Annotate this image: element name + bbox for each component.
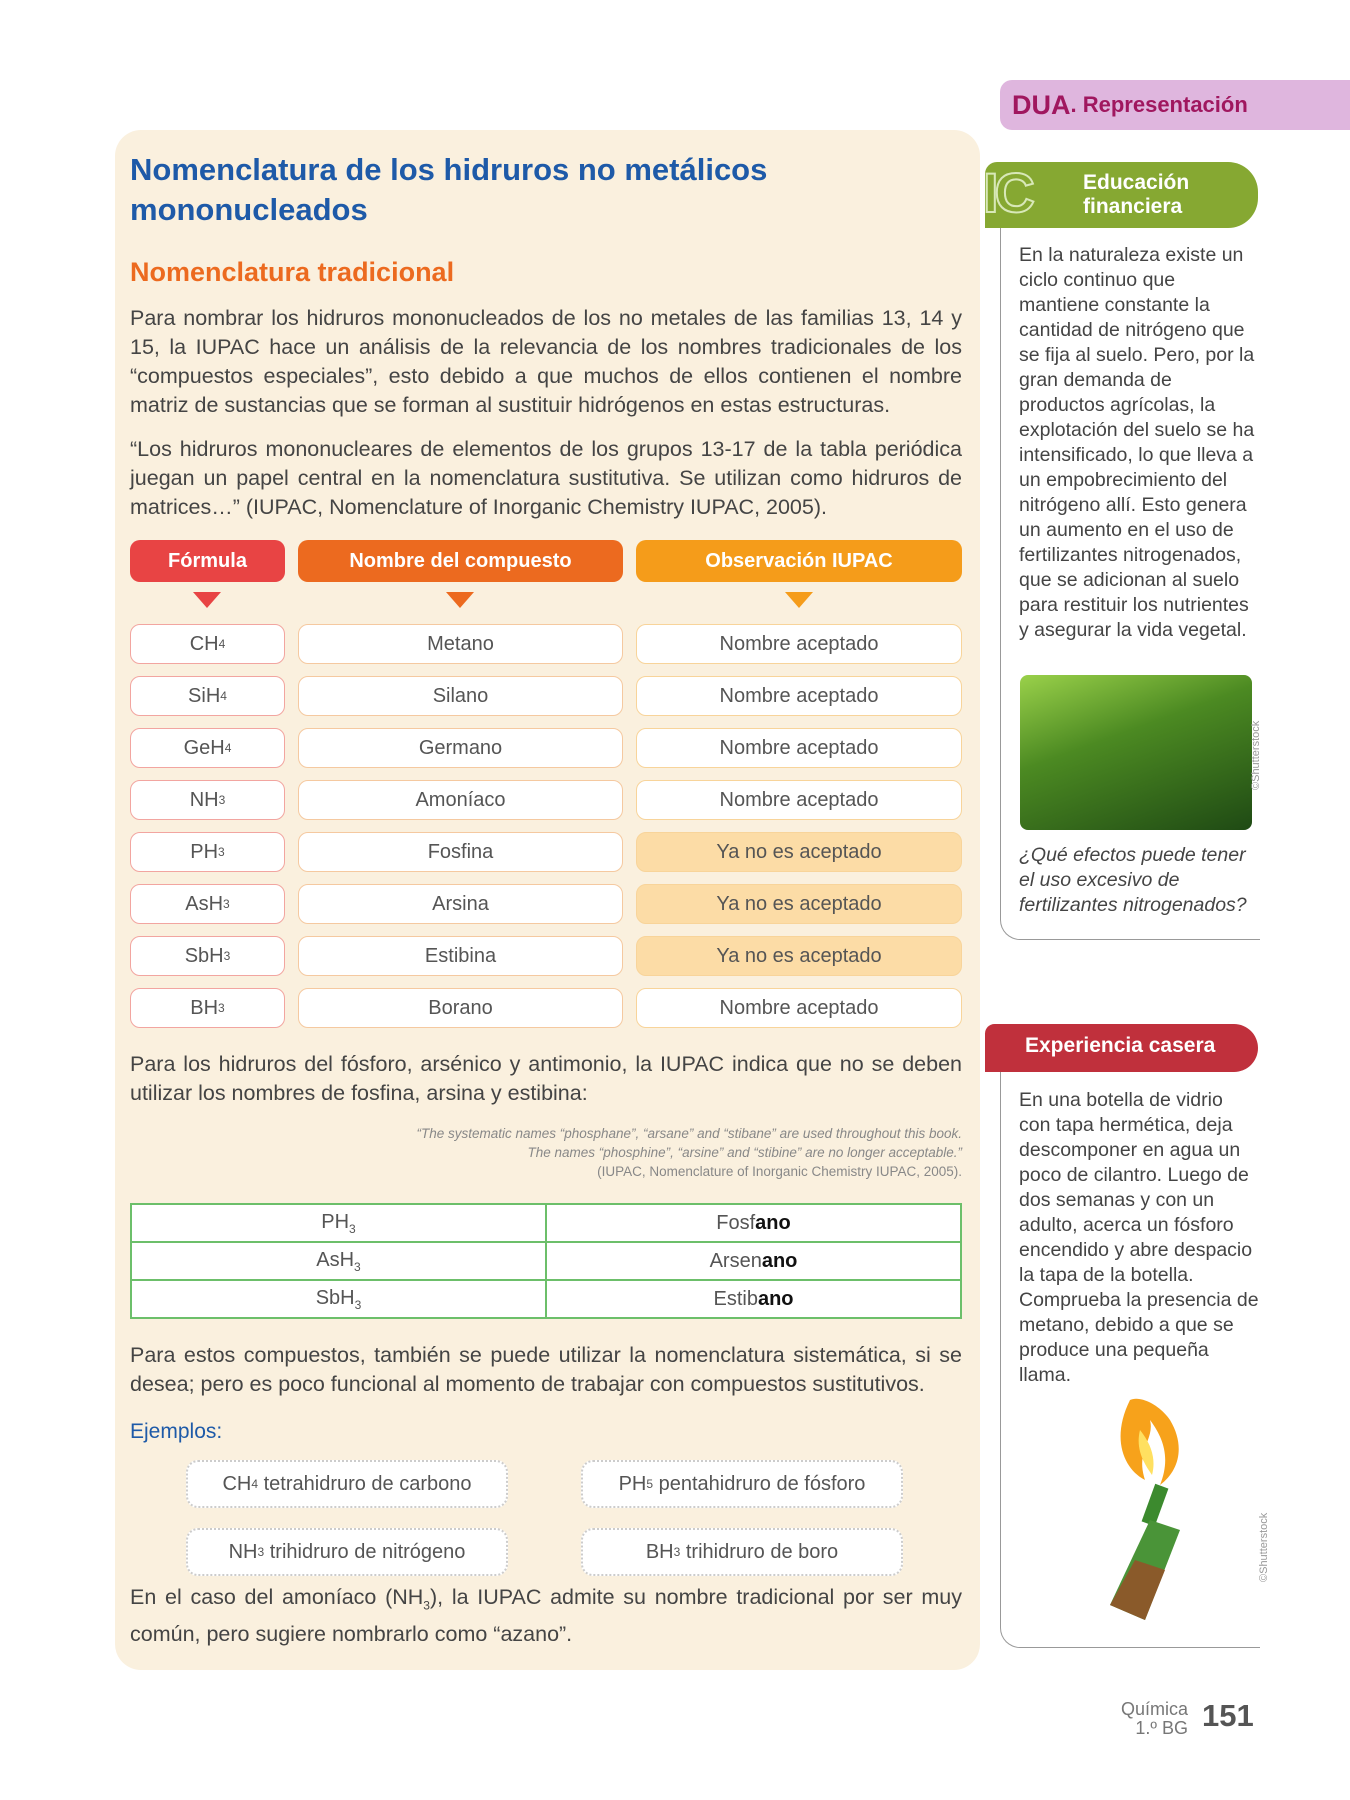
subscript: 3 — [223, 897, 230, 911]
citation-line: “The systematic names “phosphane”, “arsane” and “stibane” are used throughout this book. — [416, 1126, 962, 1141]
observation-cell: Nombre aceptado — [636, 988, 962, 1028]
example-item — [581, 1460, 903, 1508]
formula-cell — [130, 988, 285, 1028]
subscript: 3 — [218, 793, 226, 807]
ic-logo-icon: IC — [983, 161, 1031, 224]
subscript: 4 — [224, 741, 232, 755]
name-cell: Estibina — [298, 936, 623, 976]
ammonia-paragraph — [130, 1583, 962, 1649]
formula: CH — [222, 1472, 252, 1495]
citation — [400, 1124, 962, 1181]
iupac-quote-paragraph: “Los hidruros mononucleares de elementos de los grupos 13-17 de la tabla periódica juegan un papel central en la nomenclatura sustitutiva. Se utilizan como hidruros de matrices…” (IUPAC, Nomenclature of Inorganic Chemistry IUPAC, 2005). — [130, 437, 962, 519]
page-title: Nomenclatura de los hidruros no metálicos mononucleados — [130, 152, 768, 227]
arrow-down-icon — [193, 592, 221, 608]
observation-cell: Nombre aceptado — [636, 780, 962, 820]
arrow-down-icon — [785, 592, 813, 608]
formula: NH — [189, 788, 219, 811]
formula: AsH — [185, 892, 224, 915]
name-cell: Metano — [298, 624, 623, 664]
subscript: 5 — [646, 1477, 654, 1491]
formula: AsH — [316, 1248, 355, 1271]
observation-cell: Ya no es aceptado — [636, 832, 962, 872]
page-number: 151 — [1202, 1698, 1254, 1733]
example-item — [186, 1528, 508, 1576]
header-name: Nombre del compuesto — [298, 540, 623, 582]
example-name: pentahidruro de fósforo — [653, 1472, 866, 1495]
name-suffix: ano — [757, 1287, 794, 1310]
text: ), la IUPAC admite su nombre tradicional por ser muy común, pero sugiere nombrarlo como “azano”. — [130, 1585, 962, 1647]
formula: BH — [645, 1540, 674, 1563]
example-item — [581, 1528, 903, 1576]
edu-question: ¿Qué efectos puede tener el uso excesivo de fertilizantes nitrogenados? — [1019, 844, 1247, 916]
formula-cell — [130, 936, 285, 976]
exp-header: Experiencia casera — [985, 1024, 1258, 1072]
formula-cell — [130, 728, 285, 768]
name-cell: Amoníaco — [298, 780, 623, 820]
formula: SbH — [184, 944, 224, 967]
edu-title: financiera — [1083, 195, 1183, 218]
observation-cell: Ya no es aceptado — [636, 936, 962, 976]
subscript: 3 — [354, 1297, 362, 1312]
formula: PH — [618, 1472, 647, 1495]
subscript: 4 — [220, 689, 227, 703]
formula-cell — [130, 676, 285, 716]
table-row — [131, 1280, 961, 1318]
observation-cell: Nombre aceptado — [636, 728, 962, 768]
section-title: Nomenclatura tradicional — [130, 257, 455, 287]
subscript: 4 — [218, 637, 226, 651]
subscript: 3 — [223, 949, 231, 963]
name-cell: Fosfina — [298, 832, 623, 872]
name-root: Estib — [713, 1287, 758, 1310]
formula-cell — [130, 624, 285, 664]
examples-label: Ejemplos: — [130, 1420, 223, 1443]
field-photo — [1020, 675, 1252, 830]
formula-cell — [131, 1280, 546, 1318]
formula: SiH — [188, 684, 221, 707]
example-name: trihidruro de nitrógeno — [264, 1540, 466, 1563]
name-cell: Borano — [298, 988, 623, 1028]
name-suffix: ano — [761, 1249, 798, 1272]
formula: PH — [321, 1210, 350, 1233]
header-formula: Fórmula — [130, 540, 285, 582]
subscript: 3 — [423, 1598, 430, 1613]
subscript: 3 — [354, 1259, 361, 1274]
table-row — [131, 1242, 961, 1280]
dua-label: DUA — [1012, 89, 1071, 120]
formula: CH — [189, 632, 219, 655]
header-observation: Observación IUPAC — [636, 540, 962, 582]
name-cell — [546, 1280, 961, 1318]
subscript: 3 — [349, 1221, 356, 1236]
citation-source: (IUPAC, Nomenclature of Inorganic Chemistry IUPAC, 2005). — [597, 1164, 962, 1179]
bottle-flame-icon — [1090, 1390, 1220, 1620]
systematic-names-table — [130, 1203, 962, 1319]
formula: GeH — [183, 736, 225, 759]
name-cell: Silano — [298, 676, 623, 716]
observation-cell: Nombre aceptado — [636, 676, 962, 716]
subscript: 4 — [251, 1477, 259, 1491]
observation-cell: Nombre aceptado — [636, 624, 962, 664]
name-cell — [546, 1242, 961, 1280]
phosphorus-paragraph: Para los hidruros del fósforo, arsénico y antimonio, la IUPAC indica que no se deben utilizar los nombres de fosfina, arsina y estibina: — [130, 1052, 962, 1105]
dua-subtitle: . Representación — [1070, 92, 1248, 117]
example-item — [186, 1460, 508, 1508]
subscript: 3 — [218, 1001, 225, 1015]
observation-cell: Ya no es aceptado — [636, 884, 962, 924]
footer-subject — [1100, 1700, 1188, 1738]
example-name: trihidruro de boro — [680, 1540, 839, 1563]
formula-cell — [130, 780, 285, 820]
formula: BH — [190, 996, 219, 1019]
citation-line: The names “phosphine”, “arsine” and “stibine” are no longer acceptable.” — [527, 1145, 962, 1160]
dua-banner — [1000, 80, 1350, 130]
name-cell: Arsina — [298, 884, 623, 924]
name-root: Arsen — [709, 1249, 762, 1272]
formula-cell — [130, 832, 285, 872]
name-suffix: ano — [755, 1211, 791, 1234]
photo-credit: ©Shutterstock — [1250, 720, 1262, 790]
formula: SbH — [315, 1286, 355, 1309]
name-cell — [546, 1204, 961, 1242]
intro-paragraph: Para nombrar los hidruros mononucleados de los no metales de las familias 13, 14 y 15, la IUPAC hace un análisis de la relevancia de los nombres tradicionales de los “compuestos especiales”, esto debido a que muchos de ellos contienen el nombre matriz de sustancias que se forman al sustituir hidrógenos en estas estructuras. — [130, 306, 962, 417]
example-name: tetrahidruro de carbono — [258, 1472, 472, 1495]
formula-cell — [131, 1204, 546, 1242]
edu-text: En la naturaleza existe un ciclo continuo que mantiene constante la cantidad de nitrógeno que se fija al suelo. Pero, por la gran demanda de productos agrícolas, la explotación del suelo se ha intensificado, lo que lleva a un empobrecimiento del nitrógeno allí. Esto genera un aumento en el uso de fertilizantes nitrogenados, que se adicionan al suelo para restituir los nutrientes y asegurar la vida vegetal. — [1019, 244, 1255, 641]
name-cell: Germano — [298, 728, 623, 768]
name-root: Fosf — [716, 1211, 756, 1234]
formula-cell — [130, 884, 285, 924]
table-row — [131, 1204, 961, 1242]
formula-cell — [131, 1242, 546, 1280]
formula: NH — [228, 1540, 258, 1563]
formula: PH — [190, 840, 219, 863]
arrow-down-icon — [446, 592, 474, 608]
systematic-paragraph: Para estos compuestos, también se puede utilizar la nomenclatura sistemática, si se desea; pero es poco funcional al momento de trabajar con compuestos sustitutivos. — [130, 1343, 962, 1396]
subject: Química — [1120, 1699, 1188, 1719]
photo-credit: ©Shutterstock — [1258, 1512, 1270, 1582]
exp-text: En una botella de vidrio con tapa hermética, deja descomponer en agua un poco de cilantro. Luego de dos semanas y con un adulto, acerca un fósforo encendido y abre despacio la tapa de la botella. Comprueba la presencia de metano, debido a que se produce una pequeña llama. — [1019, 1089, 1259, 1386]
text: En el caso del amoníaco (NH — [130, 1585, 424, 1609]
subscript: 3 — [218, 845, 225, 859]
edu-title: Educación — [1083, 171, 1190, 194]
subscript: 3 — [257, 1545, 265, 1559]
subscript: 3 — [673, 1545, 681, 1559]
grade: 1.º BG — [1135, 1718, 1188, 1738]
